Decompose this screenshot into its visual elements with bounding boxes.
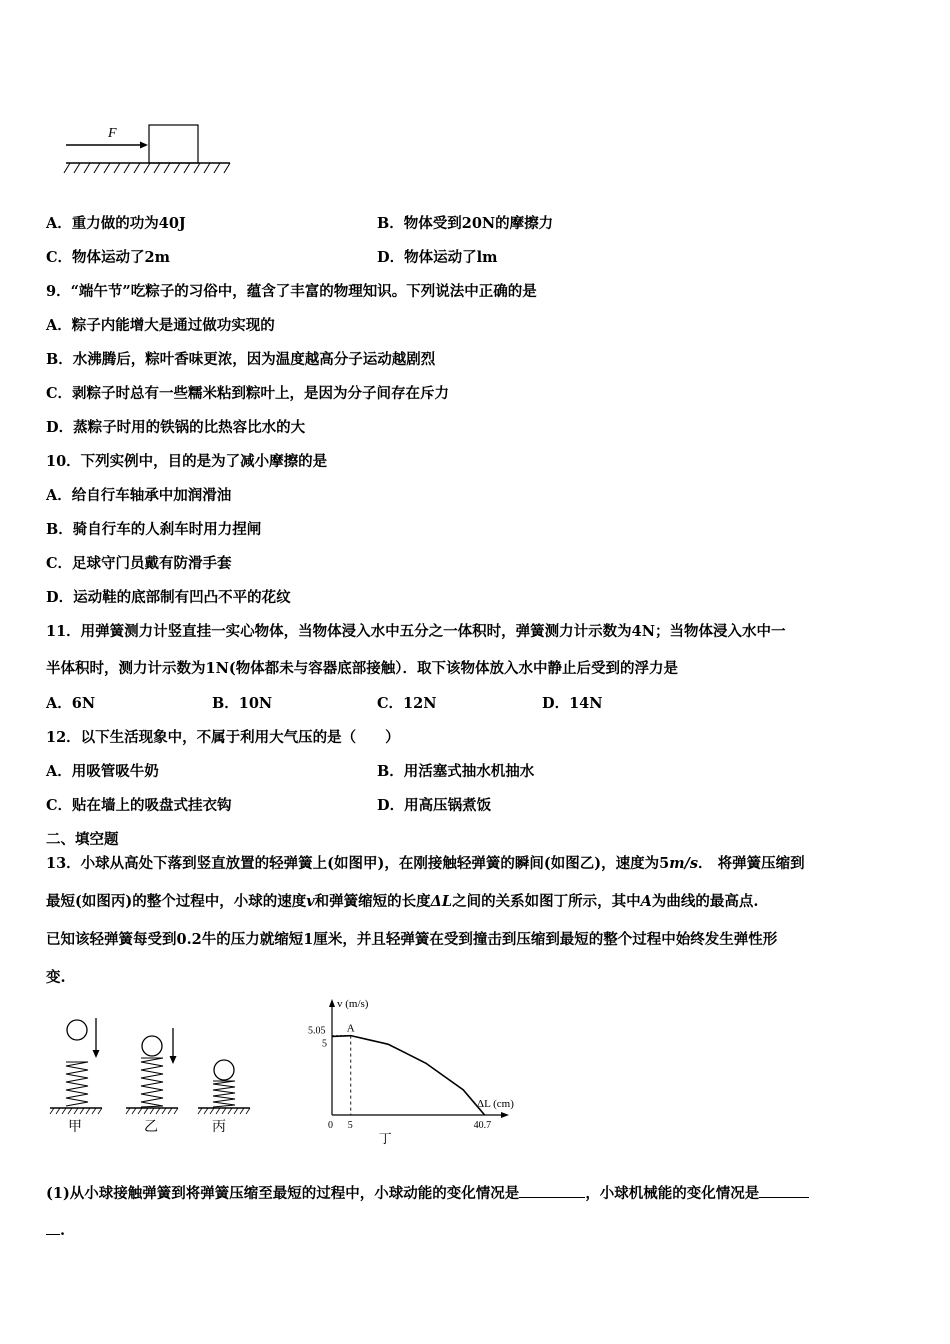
answer-blank-kinetic-energy[interactable]: [519, 1183, 585, 1198]
q13-line3: 已知该轻弹簧每受到0.2牛的压力就缩短1厘米，并且轻弹簧在受到撞击到压缩到最短的整个过程中始终发生弹性形: [46, 931, 778, 948]
q12-option-d: D．用高压锅煮饭: [377, 797, 492, 814]
arrowhead-yi: [170, 1056, 177, 1064]
ball-jia: [67, 1020, 87, 1040]
q11-stem-line2: 半体积时，测力计示数为1N(物体都未与容器底部接触）．取下该物体放入水中静止后受到的浮力是: [46, 660, 678, 677]
velocity-compression-chart: [300, 995, 514, 1146]
x-axis-arrowhead: [501, 1112, 509, 1118]
block: [149, 125, 198, 163]
hatch-yi: [126, 1108, 178, 1114]
q12-option-a: A．用吸管吸牛奶: [46, 763, 159, 780]
peak-label: A: [346, 1022, 355, 1035]
label-yi: 乙: [144, 1120, 158, 1135]
q13-line2: 最短(如图丙)的整个过程中，小球的速度v和弹簧缩短的长度ΔL之间的关系如图丁所示，其中A为曲线的最高点.: [46, 893, 759, 910]
arrowhead-jia: [93, 1050, 100, 1058]
answer-blank-mechanical-energy-cont[interactable]: [46, 1220, 60, 1235]
ball-yi: [142, 1036, 162, 1056]
q13-part1-line2: .: [46, 1220, 65, 1239]
chart-title: 丁: [378, 1131, 392, 1146]
q12-stem: 12．以下生活现象中，不属于利用大气压的是（ ）: [46, 729, 400, 746]
y-axis-arrowhead: [329, 999, 335, 1007]
x-tick-5: 5: [347, 1120, 353, 1131]
q9-option-d: D．蒸粽子时用的铁锅的比热容比水的大: [46, 419, 306, 436]
q10-stem: 10．下列实例中，目的是为了减小摩擦的是: [46, 453, 328, 470]
force-label: F: [108, 126, 117, 141]
spring-yi: [141, 1058, 163, 1107]
spring-bing: [213, 1081, 235, 1107]
x-axis-label: ΔL (cm): [477, 1098, 514, 1110]
q11-stem-line1: 11．用弹簧测力计竖直挂一实心物体，当物体浸入水中五分之一体积时，弹簧测力计示数为4N；当物体浸入水中一: [46, 623, 786, 640]
q12-option-b: B．用活塞式抽水机抽水: [377, 763, 535, 780]
force-arrowhead: [140, 142, 148, 149]
x-tick-0: 0: [328, 1120, 333, 1131]
q11-option-a: A．6N: [46, 695, 96, 712]
q8-option-b: B．物体受到20N的摩擦力: [377, 215, 554, 232]
x-tick-40-7: 40.7: [473, 1120, 492, 1131]
spring-jia: [66, 1062, 88, 1106]
y-tick-5-05: 5.05: [308, 1025, 326, 1037]
ball-bing: [214, 1060, 234, 1080]
q13-line4: 变.: [46, 969, 66, 986]
q11-option-b: B．10N: [212, 695, 273, 712]
q8-option-a: A．重力做的功为40J: [46, 215, 186, 232]
q9-option-b: B．水沸腾后，粽叶香味更浓，因为温度越高分子运动越剧烈: [46, 351, 436, 368]
q13-line1: 13．小球从高处下落到竖直放置的轻弹簧上(如图甲)，在刚接触轻弹簧的瞬间(如图乙)，速度为5m/s． 将弹簧压缩到: [46, 855, 805, 872]
q9-option-a: A．粽子内能增大是通过做功实现的: [46, 317, 275, 334]
ground-hatching: [64, 163, 230, 173]
label-jia: 甲: [68, 1120, 82, 1135]
hatch-bing: [198, 1108, 250, 1114]
hatch-jia: [50, 1108, 102, 1114]
force-block-figure: [60, 112, 240, 182]
q10-option-b: B．骑自行车的人刹车时用力捏闸: [46, 521, 262, 538]
y-axis-label: v (m/s): [337, 998, 369, 1010]
q10-option-c: C．足球守门员戴有防滑手套: [46, 555, 232, 572]
q8-option-d: D．物体运动了lm: [377, 249, 498, 266]
answer-blank-mechanical-energy[interactable]: [759, 1183, 809, 1198]
q10-option-d: D．运动鞋的底部制有凹凸不平的花纹: [46, 589, 291, 606]
q9-option-c: C．剥粽子时总有一些糯米粘到粽叶上，是因为分子间存在斥力: [46, 385, 450, 402]
q12-option-c: C．贴在墙上的吸盘式挂衣钩: [46, 797, 232, 814]
spring-figures: [46, 1012, 296, 1137]
y-tick-5: 5: [322, 1038, 327, 1050]
q13-part1-line1: (1)从小球接触弹簧到将弹簧压缩至最短的过程中，小球动能的变化情况是 ，小球机械能的变化情况是: [46, 1182, 809, 1203]
q11-option-c: C．12N: [377, 695, 437, 712]
label-bing: 丙: [212, 1120, 226, 1135]
q9-stem: 9．“端午节”吃粽子的习俗中，蕴含了丰富的物理知识。下列说法中正确的是: [46, 283, 537, 300]
velocity-curve: [332, 1036, 485, 1115]
q8-option-c: C．物体运动了2m: [46, 249, 170, 266]
section-title-fill-in: 二、填空题: [46, 831, 119, 848]
q10-option-a: A．给自行车轴承中加润滑油: [46, 487, 232, 504]
q11-option-d: D．14N: [542, 695, 603, 712]
